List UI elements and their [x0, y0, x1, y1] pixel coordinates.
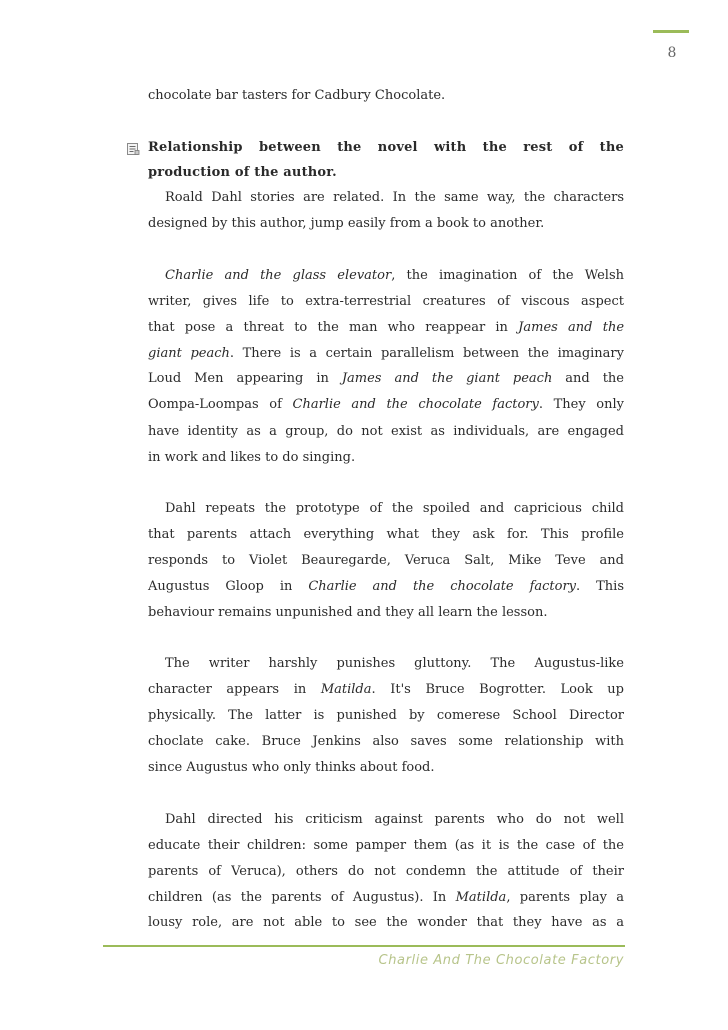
book-title: Matilda	[455, 890, 507, 905]
book-title: Charlie and the chocolate factory	[308, 579, 577, 594]
body-line: character appears in Matilda. It's Bruce Bogrotter. Look up	[148, 682, 624, 697]
body-line: children (as the parents of Augustus). In Matilda, parents play a	[148, 890, 624, 905]
body-line: Oompa-Loompas of Charlie and the chocolate factory. They only	[148, 397, 624, 412]
body-line: Roald Dahl stories are related. In the same way, the characters	[165, 190, 624, 205]
body-line: since Augustus who only thinks about food.	[148, 760, 435, 775]
book-title: Charlie and the glass elevator	[165, 268, 392, 283]
body-line: in work and likes to do singing.	[148, 450, 356, 465]
body-line: designed by this author, jump easily from a book to another.	[148, 216, 545, 231]
body-line: responds to Violet Beauregarde, Veruca Salt, Mike Teve and	[148, 553, 624, 568]
book-title: James and the	[518, 320, 625, 335]
body-line: behaviour remains unpunished and they all learn the lesson.	[148, 605, 548, 620]
body-line: that pose a threat to the man who reappear in James and the	[148, 320, 625, 335]
book-title: James and the giant peach	[341, 371, 553, 386]
footer-title: Charlie And The Chocolate Factory	[378, 953, 624, 968]
body-line: educate their children: some pamper them (as it is the case of the	[148, 838, 624, 853]
body-line: parents of Veruca), others do not condemn the attitude of their	[148, 864, 624, 879]
body-line: have identity as a group, do not exist as individuals, are engaged	[148, 424, 624, 439]
body-line: chocolate bar tasters for Cadbury Chocolate.	[148, 88, 446, 103]
body-line: physically. The latter is punished by comerese School Director	[148, 708, 624, 723]
body-line: Loud Men appearing in James and the giant peach and the	[148, 371, 624, 386]
body-line: Charlie and the glass elevator, the imagination of the Welsh	[165, 268, 624, 283]
book-title: giant peach	[148, 346, 230, 361]
header-rule	[653, 30, 689, 33]
page-number: 8	[667, 45, 677, 61]
section-heading-line-2: production of the author.	[148, 165, 337, 180]
body-line: choclate cake. Bruce Jenkins also saves some relationship with	[148, 734, 624, 749]
body-line: Dahl repeats the prototype of the spoiled and capricious child	[165, 501, 624, 516]
body-line: Augustus Gloop in Charlie and the chocolate factory. This	[148, 579, 624, 594]
document-list-icon	[126, 141, 140, 155]
body-line: writer, gives life to extra-terrestrial creatures of viscous aspect	[148, 294, 624, 309]
body-line: The writer harshly punishes gluttony. The Augustus-like	[165, 656, 624, 671]
body-line: Dahl directed his criticism against parents who do not well	[165, 812, 624, 827]
body-line: lousy role, are not able to see the wonder that they have as a	[148, 915, 624, 930]
section-heading-line-1: Relationship between the novel with the rest of the	[148, 140, 624, 155]
body-line: giant peach. There is a certain parallelism between the imaginary	[148, 346, 624, 361]
body-line: that parents attach everything what they ask for. This profile	[148, 527, 624, 542]
book-title: Matilda	[320, 682, 372, 697]
footer-rule	[103, 945, 625, 947]
book-title: Charlie and the chocolate factory	[292, 397, 539, 412]
